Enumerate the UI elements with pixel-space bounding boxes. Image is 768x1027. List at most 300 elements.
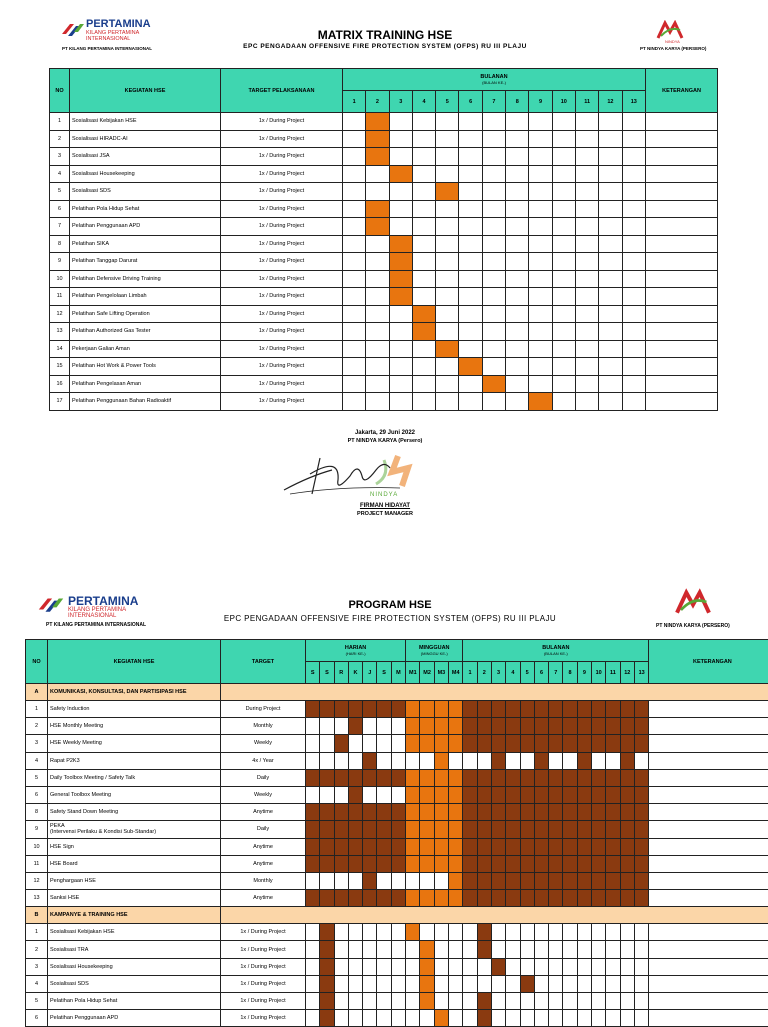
section-code: A xyxy=(26,684,48,701)
row-kegiatan xyxy=(48,924,221,941)
month-empty-cell xyxy=(563,1010,577,1027)
month-empty-cell xyxy=(592,993,606,1010)
empty-cell xyxy=(459,270,482,288)
week-scheduled-cell xyxy=(420,993,434,1010)
table-row xyxy=(26,872,768,889)
empty-cell xyxy=(459,305,482,323)
month-scheduled-cell xyxy=(563,890,577,907)
month-header: 11 xyxy=(606,662,620,684)
row-kegiatan: Pelatihan Pengelolaan Limbah xyxy=(70,288,221,306)
row-no: 5 xyxy=(26,993,48,1010)
day-scheduled-cell xyxy=(363,769,377,786)
row-no: 1 xyxy=(26,924,48,941)
day-empty-cell xyxy=(334,872,348,889)
month-header: 13 xyxy=(622,91,645,113)
day-empty-cell xyxy=(377,924,391,941)
row-target: Daily xyxy=(221,769,306,786)
month-empty-cell xyxy=(491,993,505,1010)
empty-cell xyxy=(436,200,459,218)
day-empty-cell xyxy=(363,993,377,1010)
row-keterangan xyxy=(649,786,768,803)
scheduled-cell xyxy=(366,113,389,131)
empty-cell xyxy=(412,270,435,288)
empty-cell xyxy=(529,305,552,323)
row-kegiatan: Sosialisasi Housekeeping xyxy=(70,165,221,183)
row-kegiatan xyxy=(48,701,221,718)
empty-cell xyxy=(482,130,505,148)
empty-cell xyxy=(343,183,366,201)
table-row xyxy=(50,323,718,341)
month-empty-cell xyxy=(606,993,620,1010)
day-empty-cell xyxy=(306,872,320,889)
month-scheduled-cell xyxy=(606,786,620,803)
month-empty-cell xyxy=(577,975,591,992)
scheduled-cell xyxy=(366,130,389,148)
empty-cell xyxy=(599,393,622,411)
month-empty-cell xyxy=(534,924,548,941)
week-empty-cell xyxy=(434,993,448,1010)
day-empty-cell xyxy=(377,1010,391,1027)
week-scheduled-cell xyxy=(449,890,463,907)
row-kegiatan xyxy=(48,975,221,992)
row-kegiatan-main: Sosialisasi SDS xyxy=(50,981,89,987)
week-scheduled-cell xyxy=(449,701,463,718)
month-scheduled-cell xyxy=(577,855,591,872)
empty-cell xyxy=(366,183,389,201)
day-empty-cell xyxy=(377,958,391,975)
pertamina-mark-icon xyxy=(36,594,66,614)
row-no: 10 xyxy=(50,270,70,288)
empty-cell xyxy=(622,148,645,166)
empty-cell xyxy=(482,218,505,236)
day-scheduled-cell xyxy=(363,752,377,769)
month-header: 12 xyxy=(620,662,634,684)
day-empty-cell xyxy=(391,786,405,803)
month-scheduled-cell xyxy=(520,855,534,872)
empty-cell xyxy=(506,340,529,358)
row-kegiatan xyxy=(48,993,221,1010)
day-empty-cell xyxy=(377,872,391,889)
table-row xyxy=(50,165,718,183)
company-right: PT NINDYA KARYA (PERSERO) xyxy=(640,46,706,51)
month-empty-cell xyxy=(563,958,577,975)
month-scheduled-cell xyxy=(563,804,577,821)
row-no: 15 xyxy=(50,358,70,376)
empty-cell xyxy=(575,183,598,201)
day-empty-cell xyxy=(320,718,334,735)
month-empty-cell xyxy=(520,993,534,1010)
day-empty-cell xyxy=(391,924,405,941)
table-row xyxy=(50,358,718,376)
row-kegiatan-main: Pelatihan Pola Hidup Sehat xyxy=(50,998,117,1004)
empty-cell xyxy=(459,235,482,253)
month-empty-cell xyxy=(506,975,520,992)
day-empty-cell xyxy=(306,975,320,992)
month-scheduled-cell xyxy=(463,890,477,907)
row-kegiatan-main: Sosialisasi Housekeeping xyxy=(50,964,113,970)
matrix-training-table xyxy=(49,68,718,411)
month-scheduled-cell xyxy=(606,701,620,718)
day-scheduled-cell xyxy=(363,804,377,821)
row-keterangan xyxy=(646,323,718,341)
day-empty-cell xyxy=(334,958,348,975)
month-scheduled-cell xyxy=(534,890,548,907)
row-kegiatan-main: Safety Induction xyxy=(50,706,89,712)
row-kegiatan-main: HSE Weekly Meeting xyxy=(50,740,102,746)
empty-cell xyxy=(552,358,575,376)
month-empty-cell xyxy=(534,1010,548,1027)
row-keterangan xyxy=(646,183,718,201)
table-row xyxy=(26,804,768,821)
day-scheduled-cell xyxy=(377,838,391,855)
row-keterangan xyxy=(649,1010,768,1027)
empty-cell xyxy=(506,235,529,253)
month-empty-cell xyxy=(491,975,505,992)
day-scheduled-cell xyxy=(306,890,320,907)
day-empty-cell xyxy=(363,1010,377,1027)
month-header: 11 xyxy=(575,91,598,113)
row-keterangan xyxy=(646,358,718,376)
month-scheduled-cell xyxy=(577,838,591,855)
row-target: 1x / During Project xyxy=(221,993,306,1010)
day-empty-cell xyxy=(334,718,348,735)
month-scheduled-cell xyxy=(634,718,648,735)
empty-cell xyxy=(529,113,552,131)
day-scheduled-cell xyxy=(320,769,334,786)
day-scheduled-cell xyxy=(320,975,334,992)
row-keterangan xyxy=(646,200,718,218)
brand-name: PERTAMINA xyxy=(86,18,151,30)
scheduled-cell xyxy=(389,270,412,288)
nindya-brand: NINDYA xyxy=(665,39,680,44)
day-empty-cell xyxy=(334,752,348,769)
month-empty-cell xyxy=(477,975,491,992)
row-kegiatan xyxy=(48,718,221,735)
month-empty-cell xyxy=(549,958,563,975)
brand-sub: KILANG PERTAMINA xyxy=(86,30,139,36)
day-scheduled-cell xyxy=(306,855,320,872)
day-empty-cell xyxy=(334,941,348,958)
empty-cell xyxy=(389,200,412,218)
empty-cell xyxy=(599,130,622,148)
day-scheduled-cell xyxy=(363,701,377,718)
day-empty-cell xyxy=(320,735,334,752)
empty-cell xyxy=(482,183,505,201)
week-empty-cell xyxy=(434,958,448,975)
row-kegiatan xyxy=(48,838,221,855)
empty-cell xyxy=(389,375,412,393)
empty-cell xyxy=(343,218,366,236)
empty-cell xyxy=(529,183,552,201)
empty-cell xyxy=(506,253,529,271)
month-empty-cell xyxy=(620,958,634,975)
month-scheduled-cell xyxy=(534,872,548,889)
empty-cell xyxy=(552,183,575,201)
day-empty-cell xyxy=(334,786,348,803)
month-header: 2 xyxy=(366,91,389,113)
row-no: 6 xyxy=(26,1010,48,1027)
table-row xyxy=(50,183,718,201)
row-keterangan xyxy=(646,288,718,306)
month-scheduled-cell xyxy=(506,872,520,889)
month-scheduled-cell xyxy=(520,718,534,735)
day-empty-cell xyxy=(306,786,320,803)
month-header: 8 xyxy=(506,91,529,113)
day-scheduled-cell xyxy=(348,855,362,872)
row-kegiatan-main: HSE Sign xyxy=(50,844,74,850)
month-scheduled-cell xyxy=(477,855,491,872)
empty-cell xyxy=(366,323,389,341)
empty-cell xyxy=(366,165,389,183)
day-scheduled-cell xyxy=(391,838,405,855)
col-harian xyxy=(306,640,406,662)
month-scheduled-cell xyxy=(592,718,606,735)
empty-cell xyxy=(622,183,645,201)
empty-cell xyxy=(575,375,598,393)
table-row xyxy=(50,393,718,411)
empty-cell xyxy=(343,130,366,148)
week-empty-cell xyxy=(449,975,463,992)
empty-cell xyxy=(343,235,366,253)
empty-cell xyxy=(575,323,598,341)
row-target: 1x / During Project xyxy=(221,165,343,183)
week-scheduled-cell xyxy=(406,701,420,718)
month-scheduled-cell xyxy=(634,890,648,907)
empty-cell xyxy=(389,183,412,201)
week-empty-cell xyxy=(420,924,434,941)
brand-name: PERTAMINA xyxy=(68,594,138,608)
signature-image xyxy=(280,446,420,502)
empty-cell xyxy=(575,358,598,376)
day-empty-cell xyxy=(363,958,377,975)
month-scheduled-cell xyxy=(477,821,491,838)
day-empty-cell xyxy=(363,735,377,752)
week-empty-cell xyxy=(434,872,448,889)
day-empty-cell xyxy=(391,1010,405,1027)
row-kegiatan: Pelatihan Hot Work & Power Tools xyxy=(70,358,221,376)
month-empty-cell xyxy=(634,941,648,958)
row-keterangan xyxy=(646,235,718,253)
table-row xyxy=(50,253,718,271)
month-empty-cell xyxy=(549,924,563,941)
month-scheduled-cell xyxy=(534,786,548,803)
month-scheduled-cell xyxy=(634,735,648,752)
empty-cell xyxy=(622,393,645,411)
empty-cell xyxy=(599,323,622,341)
empty-cell xyxy=(575,200,598,218)
month-scheduled-cell xyxy=(506,821,520,838)
row-target: 1x / During Project xyxy=(221,200,343,218)
month-scheduled-cell xyxy=(477,804,491,821)
month-scheduled-cell xyxy=(634,701,648,718)
empty-cell xyxy=(412,253,435,271)
week-scheduled-cell xyxy=(406,855,420,872)
day-empty-cell xyxy=(306,958,320,975)
month-scheduled-cell xyxy=(563,718,577,735)
month-scheduled-cell xyxy=(534,821,548,838)
empty-cell xyxy=(366,393,389,411)
page-title: MATRIX TRAINING HSE xyxy=(180,28,590,42)
day-scheduled-cell xyxy=(334,735,348,752)
empty-cell xyxy=(622,200,645,218)
month-scheduled-cell xyxy=(606,838,620,855)
month-scheduled-cell xyxy=(520,804,534,821)
row-kegiatan: Pelatihan Tanggap Darurat xyxy=(70,253,221,271)
row-no: 1 xyxy=(26,701,48,718)
empty-cell xyxy=(343,323,366,341)
month-empty-cell xyxy=(592,975,606,992)
week-scheduled-cell xyxy=(406,769,420,786)
empty-cell xyxy=(552,393,575,411)
month-scheduled-cell xyxy=(463,838,477,855)
empty-cell xyxy=(389,358,412,376)
empty-cell xyxy=(343,148,366,166)
sign-place-date: Jakarta, 29 Juni 2022 xyxy=(280,430,490,436)
week-empty-cell xyxy=(406,958,420,975)
empty-cell xyxy=(436,235,459,253)
row-target: 1x / During Project xyxy=(221,183,343,201)
month-scheduled-cell xyxy=(634,769,648,786)
row-keterangan xyxy=(649,718,768,735)
empty-cell xyxy=(529,340,552,358)
month-scheduled-cell xyxy=(463,701,477,718)
empty-cell xyxy=(599,305,622,323)
row-target: 1x / During Project xyxy=(221,924,306,941)
month-empty-cell xyxy=(549,1010,563,1027)
month-scheduled-cell xyxy=(463,821,477,838)
month-scheduled-cell xyxy=(477,993,491,1010)
bulanan-sub: (BULAN KE-) xyxy=(544,651,568,656)
day-scheduled-cell xyxy=(348,769,362,786)
month-empty-cell xyxy=(549,975,563,992)
scheduled-cell xyxy=(436,183,459,201)
scheduled-cell xyxy=(412,305,435,323)
day-header: R xyxy=(334,662,348,684)
row-keterangan xyxy=(649,975,768,992)
day-scheduled-cell xyxy=(363,821,377,838)
day-scheduled-cell xyxy=(320,890,334,907)
empty-cell xyxy=(366,288,389,306)
row-kegiatan-main: PEKA xyxy=(50,823,65,829)
row-no: 2 xyxy=(50,130,70,148)
day-empty-cell xyxy=(348,752,362,769)
month-scheduled-cell xyxy=(563,786,577,803)
week-empty-cell xyxy=(449,993,463,1010)
row-kegiatan: Pelatihan SIKA xyxy=(70,235,221,253)
empty-cell xyxy=(482,113,505,131)
empty-cell xyxy=(459,165,482,183)
row-kegiatan-main: Penghargaan HSE xyxy=(50,878,96,884)
empty-cell xyxy=(436,148,459,166)
week-empty-cell xyxy=(449,941,463,958)
col-kegiatan: KEGIATAN HSE xyxy=(70,69,221,113)
month-scheduled-cell xyxy=(534,735,548,752)
week-header: M3 xyxy=(434,662,448,684)
row-kegiatan: Sosialisasi HIRADC-AI xyxy=(70,130,221,148)
empty-cell xyxy=(389,218,412,236)
month-scheduled-cell xyxy=(620,701,634,718)
day-scheduled-cell xyxy=(348,821,362,838)
day-empty-cell xyxy=(334,993,348,1010)
month-scheduled-cell xyxy=(534,769,548,786)
row-kegiatan: Pelatihan Pengelasan Aman xyxy=(70,375,221,393)
month-scheduled-cell xyxy=(606,735,620,752)
scheduled-cell xyxy=(366,200,389,218)
scheduled-cell xyxy=(529,393,552,411)
day-empty-cell xyxy=(377,975,391,992)
empty-cell xyxy=(506,270,529,288)
week-scheduled-cell xyxy=(406,786,420,803)
month-scheduled-cell xyxy=(477,735,491,752)
row-keterangan xyxy=(649,855,768,872)
month-scheduled-cell xyxy=(549,855,563,872)
empty-cell xyxy=(482,288,505,306)
month-scheduled-cell xyxy=(549,804,563,821)
month-scheduled-cell xyxy=(620,890,634,907)
day-scheduled-cell xyxy=(320,838,334,855)
row-keterangan xyxy=(649,752,768,769)
empty-cell xyxy=(552,340,575,358)
month-empty-cell xyxy=(491,941,505,958)
row-keterangan xyxy=(646,165,718,183)
row-no: 5 xyxy=(50,183,70,201)
day-empty-cell xyxy=(377,718,391,735)
row-no: 6 xyxy=(50,200,70,218)
empty-cell xyxy=(506,375,529,393)
month-header: 10 xyxy=(592,662,606,684)
month-scheduled-cell xyxy=(477,769,491,786)
month-scheduled-cell xyxy=(620,735,634,752)
col-no: NO xyxy=(26,640,48,684)
week-scheduled-cell xyxy=(420,769,434,786)
empty-cell xyxy=(412,393,435,411)
bulanan-label: BULANAN xyxy=(480,74,507,80)
row-no: 7 xyxy=(50,218,70,236)
month-empty-cell xyxy=(634,958,648,975)
empty-cell xyxy=(459,375,482,393)
month-scheduled-cell xyxy=(491,786,505,803)
month-empty-cell xyxy=(592,958,606,975)
row-kegiatan xyxy=(48,769,221,786)
month-scheduled-cell xyxy=(592,804,606,821)
day-empty-cell xyxy=(306,993,320,1010)
day-empty-cell xyxy=(363,941,377,958)
row-target: Monthly xyxy=(221,718,306,735)
day-scheduled-cell xyxy=(334,701,348,718)
empty-cell xyxy=(599,253,622,271)
page-subtitle: EPC PENGADAAN OFFENSIVE FIRE PROTECTION SYSTEM (OFPS) RU III PLAJU xyxy=(190,614,590,623)
day-scheduled-cell xyxy=(334,804,348,821)
week-scheduled-cell xyxy=(406,735,420,752)
day-scheduled-cell xyxy=(320,958,334,975)
empty-cell xyxy=(459,113,482,131)
row-kegiatan-main: General Toolbox Meeting xyxy=(50,792,111,798)
row-kegiatan-note: (Intervensi Perilaku & Kondisi Sub-Standar) xyxy=(50,829,156,835)
month-scheduled-cell xyxy=(549,872,563,889)
month-scheduled-cell xyxy=(506,735,520,752)
day-empty-cell xyxy=(377,941,391,958)
empty-cell xyxy=(622,218,645,236)
empty-cell xyxy=(343,165,366,183)
day-scheduled-cell xyxy=(348,786,362,803)
section-row xyxy=(26,684,768,701)
week-scheduled-cell xyxy=(434,855,448,872)
month-scheduled-cell xyxy=(506,804,520,821)
empty-cell xyxy=(343,113,366,131)
section-fill xyxy=(221,907,768,924)
month-scheduled-cell xyxy=(506,838,520,855)
month-scheduled-cell xyxy=(506,855,520,872)
